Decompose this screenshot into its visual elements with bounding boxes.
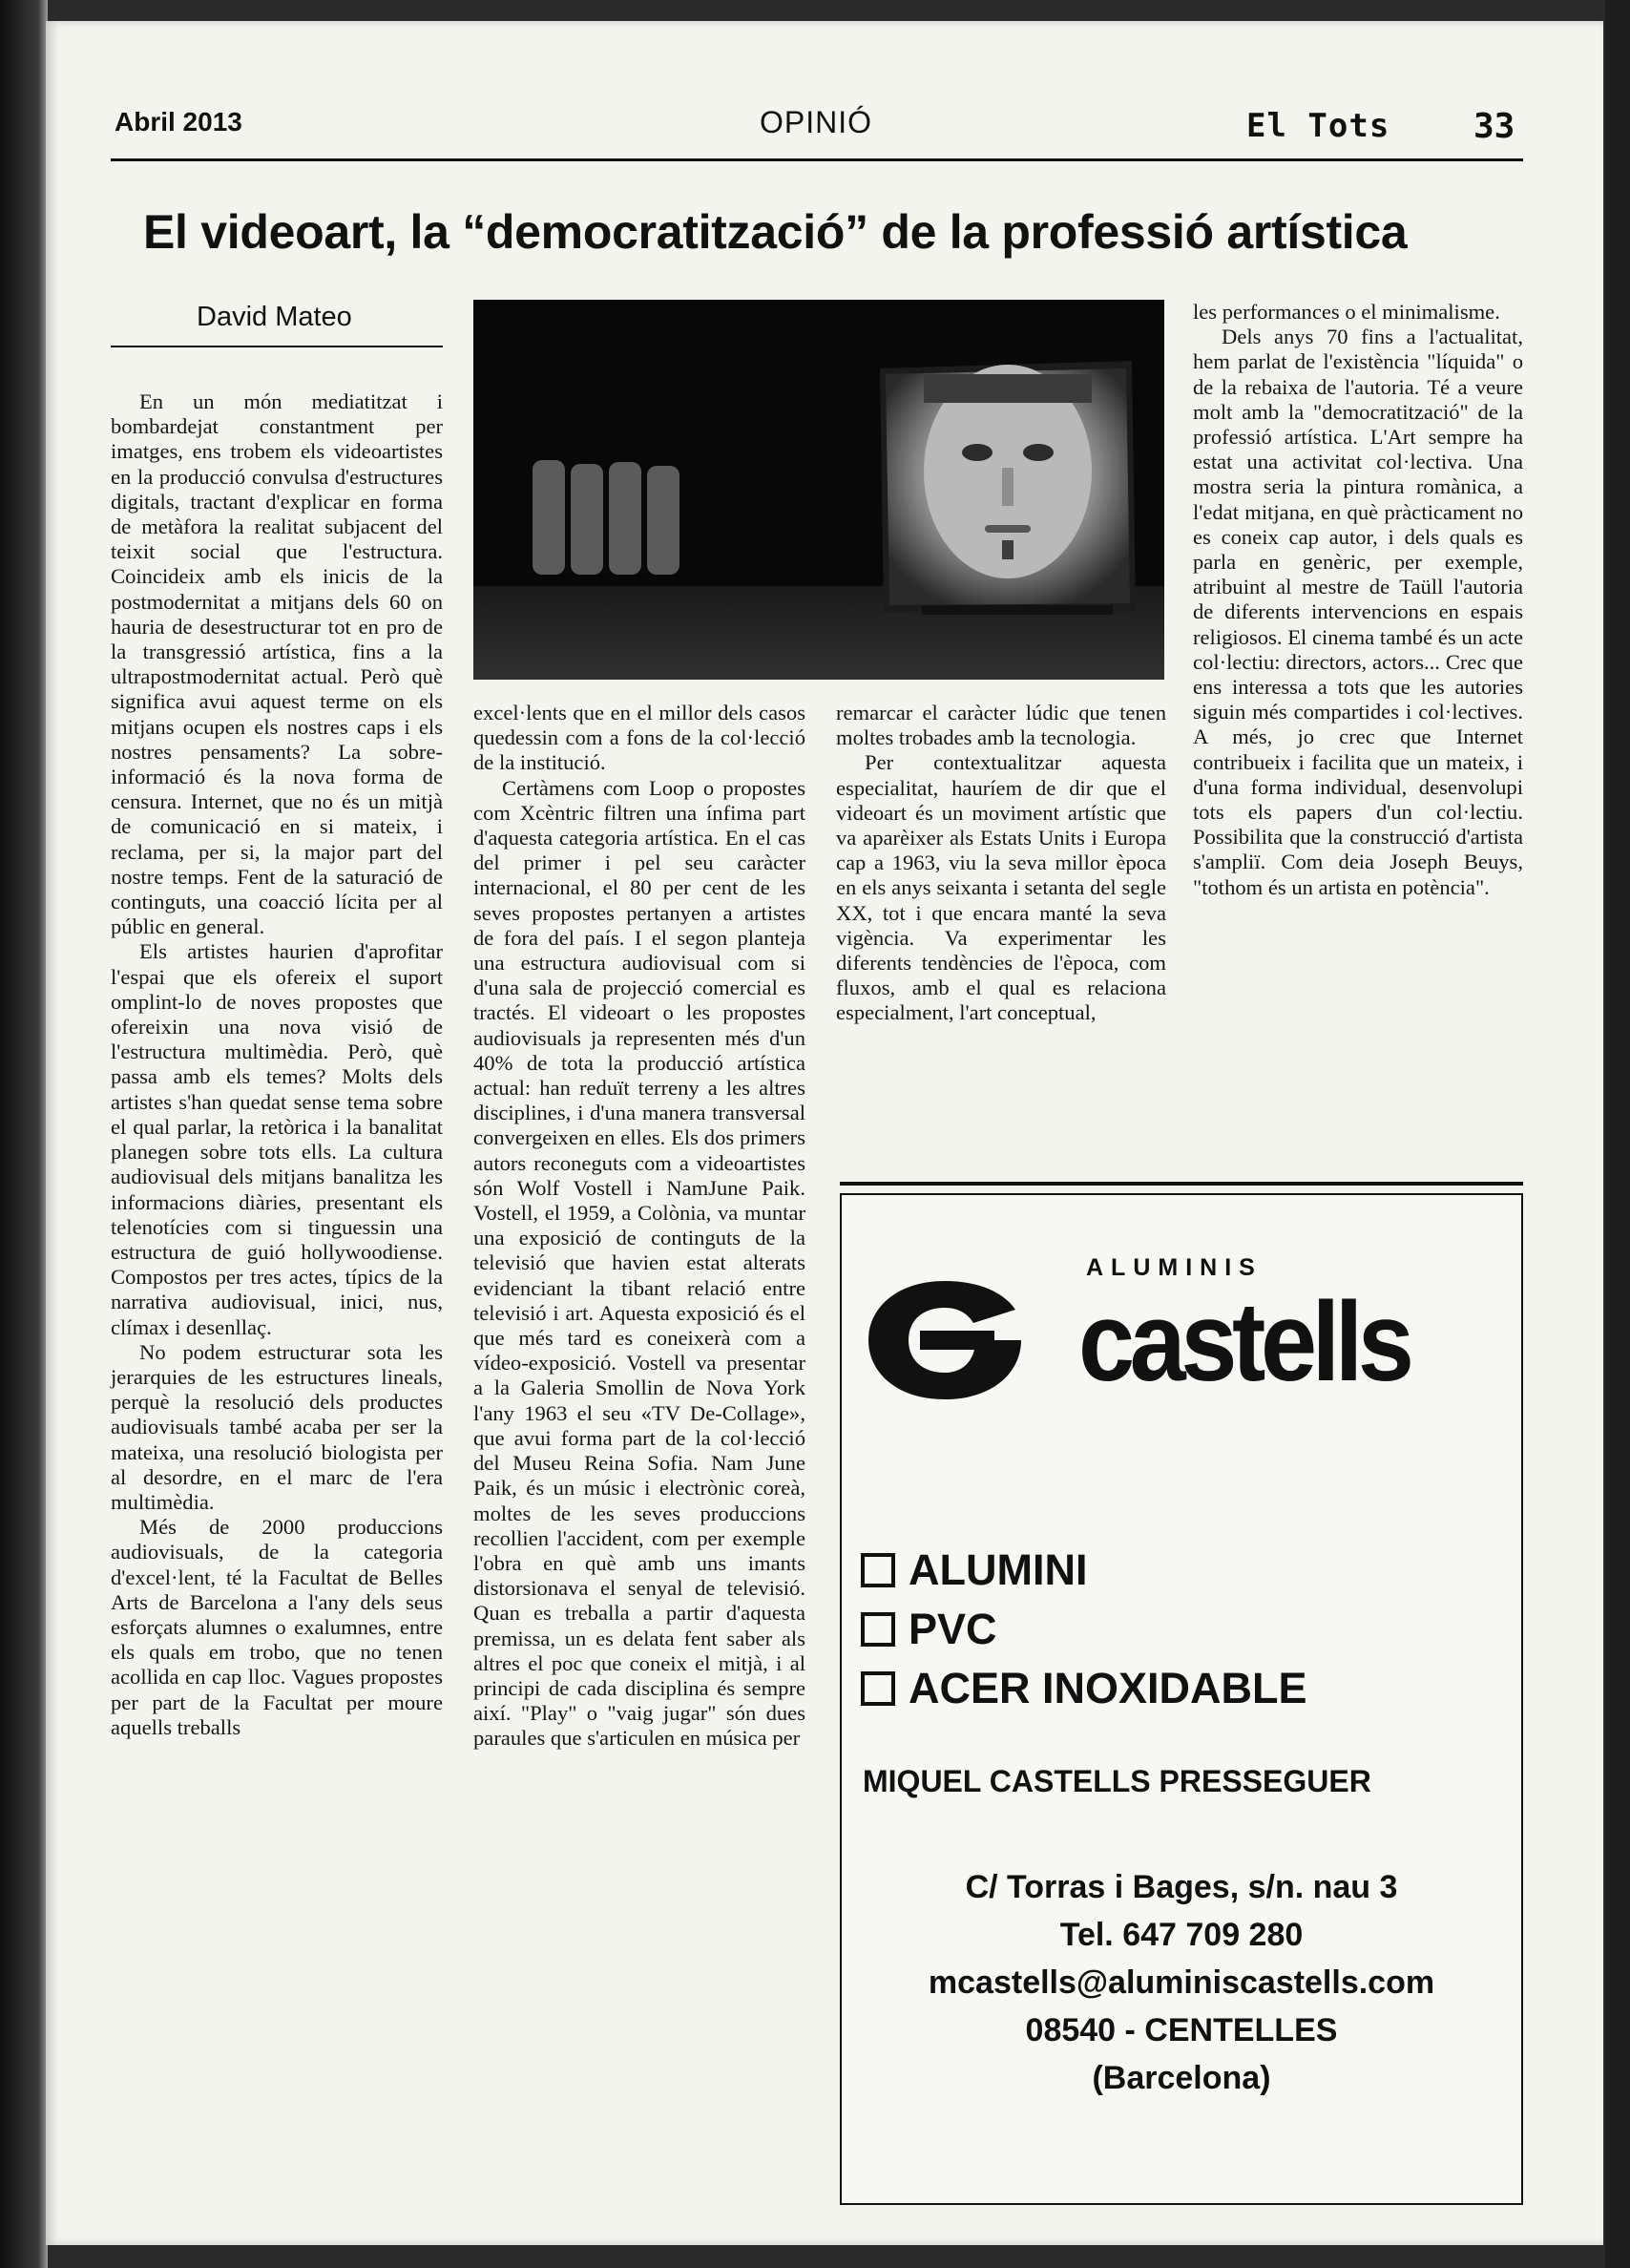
ad-owner-name: MIQUEL CASTELLS PRESSEGUER: [863, 1764, 1371, 1798]
video-installation-image: [473, 300, 1164, 680]
paragraph: No podem estructurar sota les jerarquies de les estructures lineals, perquè la resolució dels productes audiovisuals també acaba per ser la mateixa, una resolució biologista per al desordre, en el marc de l'era multimèdia.: [111, 1339, 443, 1514]
ad-subtitle: ALUMINIS: [1086, 1254, 1263, 1281]
product-item: [861, 1541, 1307, 1600]
article-column-3: [836, 701, 1166, 1159]
article-column-1: [111, 389, 443, 2203]
ad-address: C/ Torras i Bages, s/n. nau 3: [965, 1869, 1398, 1905]
ad-email: mcastells@aluminiscastells.com: [928, 1964, 1435, 2001]
ad-box: [840, 1193, 1523, 2205]
ad-phone: Tel. 647 709 280: [1059, 1917, 1304, 1953]
ad-top-rule: [840, 1182, 1523, 1186]
issue-date: Abril 2013: [115, 107, 242, 136]
article-column-4: [1193, 300, 1523, 1159]
paragraph: Certàmens com Loop o propostes com Xcèntric filtren una ínfima part d'aquesta categoria artística. En el cas del primer i pel seu caràcter internacional, el 80 per cent de les seves propostes pertanyen a artistes de fora del país. I el segon planteja una estructura audiovisual com si d'una sala de projecció comercial es tractés. El videoart o les propostes audiovisuals ja representen més d'un 40% de tota la producció artística actual: han reduït terreny a les altres disciplines, i d'una manera transversal convergeixen en elles. Els dos primers autors reconeguts com a videoartistes són Wolf Vostell i NamJune Paik. Vostell, el 1959, a Colònia, va muntar una exposició de continguts de la televisió que havien estat alterats evidenciant la tibant relació entre televisió i art. Aquesta exposició és el que més tard es coneixerà com a vídeo-exposició. Vostell va presentar a la Galeria Smollin de Nova York l'any 1963 el seu «TV De-Collage», que avui forma part de la col·lecció del Museu Reina Sofia. Nam June Paik, és un músic i electrònic coreà, moltes de les seves produccions recollien l'accident, com per exemple l'obra en què amb uns imants distorsionava el senyal de televisió. Quan es treballa a partir d'aquesta premissa, un es delata fent saber als altres el poc que coneix el mitjà, i al principi de cada disciplina és sempre així. "Play" o "vaig jugar" són dues paraules que s'articulen en música per: [473, 775, 805, 1751]
ad-contact-block: [842, 1863, 1521, 2102]
ad-city: 08540 - CENTELLES: [1025, 2012, 1338, 2048]
paragraph: excel·lents que en el millor dels casos quedessin com a fons de la col·lecció de la institució.: [473, 701, 805, 775]
paragraph: En un món mediatitzat i bombardejat constantment per imatges, ens trobem els videoartistes en la producció convulsa d'estructures digitals, tractant d'explicar en forma de metàfora la realitat subjacent del teixit social que l'estructura. Coincideix amb els inicis de la postmodernitat a mitjans dels 60 on hauria de desestructurar tot en pro de la transgressió artística, fins a la ultrapostmodernitat actual. Però què significa avui aquest terme on els mitjans ocupen els nostres caps i els nostres pensaments? La sobre-informació és la nova forma de censura. Internet, que no és un mitjà de comunicació en si mateix, i reclama, per si, la major part del nostre temps. Fent de la saturació de continguts, una coacció lícita per al públic en general.: [111, 389, 443, 939]
article-title: El videoart, la “democratització” de la professió artística: [143, 205, 1408, 259]
paragraph: Els artistes haurien d'aprofitar l'espai que els ofereix el suport omplint-lo de noves propostes que ofereixin una nova visió de l'estructura multimèdia. Però, què passa amb els temes? Molts dels artistes s'han quedat sense tema sobre el qual parlar, la retòrica i la banalitat planegen sobre tots ells. La cultura audiovisual dels mitjans banalitza les informacions diàries, presentant els telenotícies com si tinguessin una estructura de guió hollywoodiense. Compostos per tres actes, típics de la narrativa audiovisual, inici, nus, clímax i desenllaç.: [111, 939, 443, 1339]
checkbox-icon: [861, 1612, 895, 1647]
castells-logo-icon: [863, 1273, 1027, 1407]
ad-region: (Barcelona): [1092, 2060, 1271, 2096]
header-rule: [111, 158, 1523, 161]
paragraph: remarcar el caràcter lúdic que tenen moltes trobades amb la tecnologia.: [836, 701, 1166, 750]
publication-name: El Tots: [1246, 107, 1390, 145]
product-list: [861, 1541, 1307, 1718]
page-gutter: [0, 0, 48, 2268]
article-photo: [473, 300, 1164, 680]
author-byline: David Mateo: [197, 302, 352, 332]
page-number: 33: [1473, 107, 1515, 146]
product-label: PVC: [909, 1605, 997, 1653]
paragraph: Més de 2000 produccions audiovisuals, de la categoria d'excel·lent, té la Facultat de Belles Arts de Barcelona a l'any dels seus esforçats alumnes o exalumnes, entre els quals em trobo, que no tenen acollida en cap lloc. Vagues propostes per part de la Facultat per moure aquells treballs: [111, 1515, 443, 1739]
product-label: ALUMINI: [909, 1545, 1088, 1594]
paragraph: Dels anys 70 fins a l'actualitat, hem parlat de l'existència "líquida" o de la rebaixa de l'autoria. Té a veure molt amb la "democratització" de la professió artística. L'Art sempre ha estat una activitat col·lectiva. Una mostra seria la pintura romànica, a l'edat mitjana, en què pràcticament no es coneix cap autor, i dels quals es parla en genèric, per exemple, atribuint al mestre de Taüll l'autoria de diferents intervencions en espais religiosos. El cinema també és un acte col·lectiu: directors, actors... Crec que ens interessa a tots que les autories siguin més compartides i col·lectives. A més, jo crec que Internet contribueix i facilita que un mateix, i d'una forma individual, desenvolupi tots els papers d'un col·lectiu. Possibilita que la construcció d'artista s'ampliï. Com deia Joseph Beuys, "tothom és un artista en potència".: [1193, 325, 1523, 899]
paragraph: les performances o el minimalisme.: [1193, 300, 1500, 324]
product-item: [861, 1659, 1307, 1718]
article-column-2: [473, 701, 805, 2204]
checkbox-icon: [861, 1553, 895, 1587]
ad-brand-name: castells: [1078, 1279, 1410, 1405]
paragraph: Per contextualitzar aquesta especialitat, hauríem de dir que el videoart és un moviment artístic que va aparèixer als Estats Units i Europa cap a 1963, viu la seva millor època en els anys seixanta i setanta del segle XX, tot i que encara manté la seva vigència. Va experimentar les diferents tendències de l'època, com fluxos, amb el qual es relaciona especialment, l'art conceptual,: [836, 750, 1166, 1025]
product-item: [861, 1600, 1307, 1659]
product-label: ACER INOXIDABLE: [909, 1664, 1307, 1712]
checkbox-icon: [861, 1671, 895, 1706]
section-name: OPINIÓ: [760, 105, 873, 139]
byline-rule: [111, 346, 443, 347]
advertisement: [840, 1182, 1523, 2205]
page-edge: [1605, 0, 1630, 2268]
